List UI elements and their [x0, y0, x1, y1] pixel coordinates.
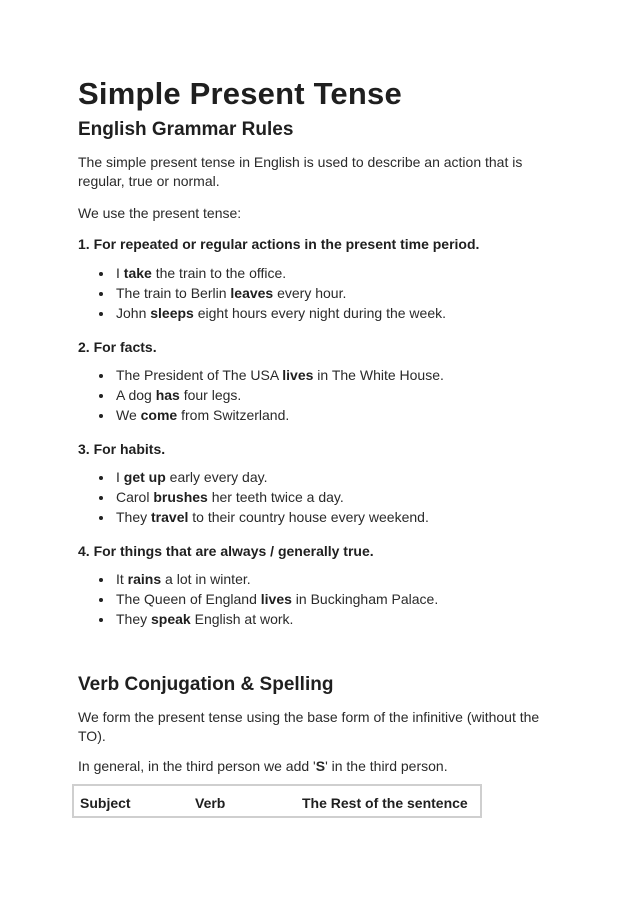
verb-highlight: lives: [282, 367, 314, 383]
list-item: A dog has four legs.: [98, 385, 444, 405]
conjugation-table: [72, 784, 482, 818]
list-item: They travel to their country house every weekend.: [98, 507, 429, 527]
list-item: The Queen of England lives in Buckingham Palace.: [98, 589, 438, 609]
table-header-verb: Verb: [195, 795, 226, 811]
verb-highlight: rains: [127, 571, 162, 587]
verb-highlight: speak: [151, 611, 191, 627]
intro-paragraph: The simple present tense in English is used to describe an action that is regular, true or normal.: [78, 154, 523, 189]
use-intro-paragraph: We use the present tense:: [78, 205, 242, 221]
verb-highlight: take: [123, 265, 152, 281]
list-item: It rains a lot in winter.: [98, 569, 438, 589]
verb-highlight: sleeps: [150, 305, 194, 321]
section-heading: 1. For repeated or regular actions in the present time period.: [78, 236, 480, 252]
list-item: I get up early every day.: [98, 467, 429, 487]
list-item: We come from Switzerland.: [98, 405, 444, 425]
list-item: The train to Berlin leaves every hour.: [98, 283, 446, 303]
table-header-rest: The Rest of the sentence: [302, 795, 468, 811]
section-heading: 2. For facts.: [78, 339, 157, 355]
verb-highlight: travel: [151, 509, 189, 525]
example-list: [98, 569, 438, 629]
example-list: [98, 467, 429, 527]
list-item: The President of The USA lives in The White House.: [98, 365, 444, 385]
conjugation-paragraph: We form the present tense using the base form of the infinitive (without the TO).: [78, 709, 540, 744]
list-item: I take the train to the office.: [98, 263, 446, 283]
verb-highlight: leaves: [230, 285, 274, 301]
list-item: Carol brushes her teeth twice a day.: [98, 487, 429, 507]
page-title: Simple Present Tense: [78, 76, 402, 111]
conjugation-heading: Verb Conjugation & Spelling: [78, 674, 334, 695]
verb-highlight: get up: [123, 469, 166, 485]
page-subtitle: English Grammar Rules: [78, 119, 294, 140]
verb-highlight: come: [140, 407, 178, 423]
table-header-subject: Subject: [80, 795, 131, 811]
verb-highlight: has: [155, 387, 180, 403]
section-heading: 3. For habits.: [78, 441, 166, 457]
example-list: [98, 365, 444, 425]
suffix-highlight: S: [315, 758, 326, 774]
verb-highlight: lives: [260, 591, 292, 607]
section-heading: 4. For things that are always / generally true.: [78, 543, 374, 559]
example-list: [98, 263, 446, 323]
third-person-paragraph: In general, in the third person we add 'S' in the third person.: [78, 758, 448, 774]
list-item: John sleeps eight hours every night during the week.: [98, 303, 446, 323]
verb-highlight: brushes: [153, 489, 208, 505]
list-item: They speak English at work.: [98, 609, 438, 629]
